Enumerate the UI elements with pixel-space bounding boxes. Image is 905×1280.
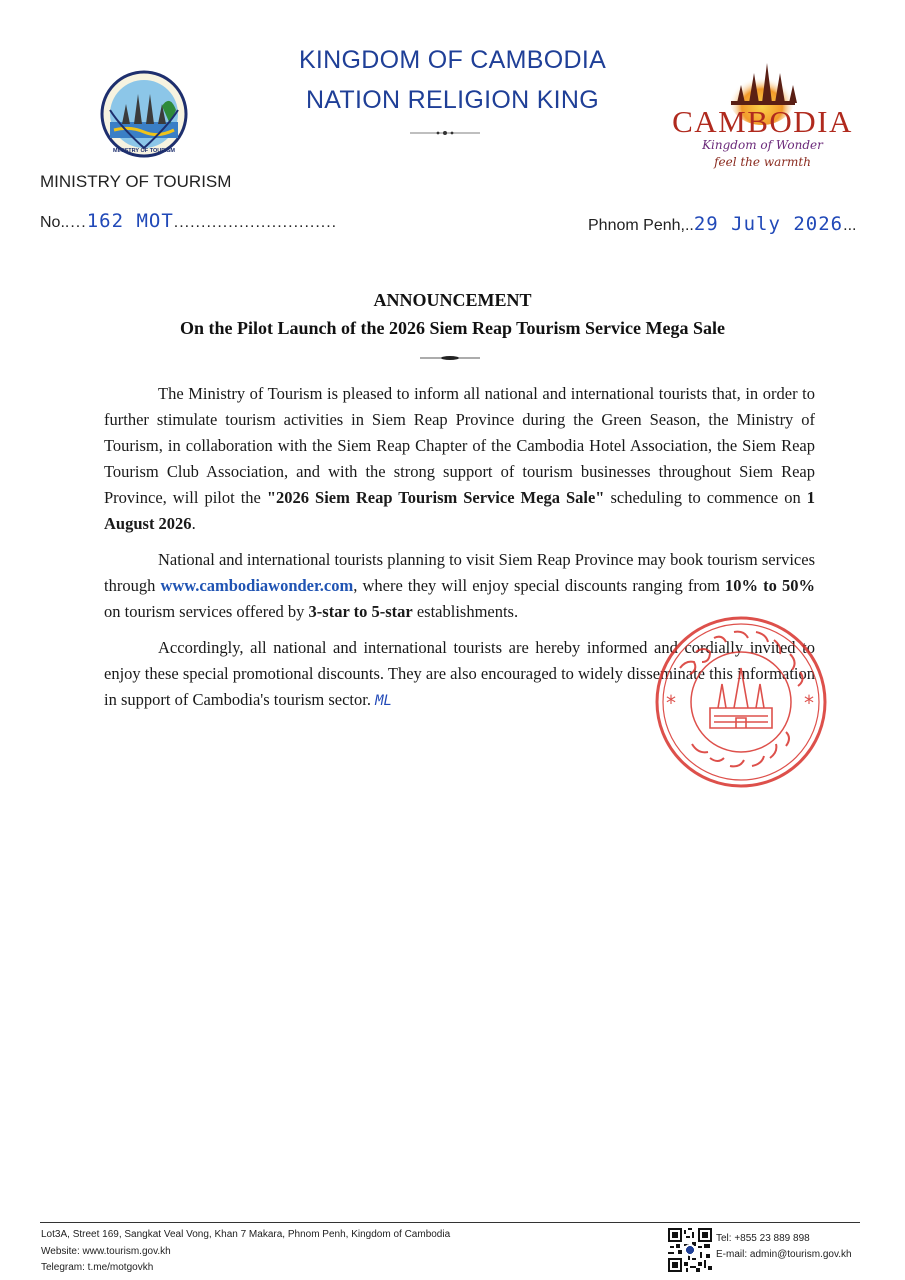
kingdom-title: KINGDOM OF CAMBODIA bbox=[298, 46, 607, 74]
footer-telegram[interactable]: Telegram: t.me/motgovkh bbox=[41, 1262, 154, 1273]
announcement-heading: ANNOUNCEMENT bbox=[373, 290, 532, 310]
paragraph-1: The Ministry of Tourism is pleased to inform all national and international tourists that, in order to further stimulate tourism activities in Siem Reap Province during the Green Season, the Ministry of Tourism, in collaboration with the Siem Reap Chapter of the Cambodia Hotel Association, the Siem Reap Tourism Club Association, and with the strong support of tourism businesses throughout Siem Reap Province, will pilot the "2026 Siem Reap Tourism Service Mega Sale" scheduling to commence on 1 August 2026. bbox=[104, 384, 816, 533]
svg-text:*: * bbox=[666, 691, 676, 715]
brand-name: CAMBODIA bbox=[672, 104, 853, 139]
title-ornament-icon bbox=[420, 355, 480, 361]
ministry-emblem-icon bbox=[100, 70, 188, 158]
footer-email[interactable]: E-mail: admin@tourism.gov.kh bbox=[716, 1249, 852, 1260]
ref-label: No. bbox=[40, 214, 65, 231]
ministry-seal-stamp-icon bbox=[652, 608, 830, 796]
paragraph-2: National and international tourists planning to visit Siem Reap Province may book tourism services through www.cambodiawonder.com, where they will enjoy special discounts ranging from 10% to 50% on tourism services offered by 3-star to 5-star establishments. bbox=[104, 550, 815, 621]
brand-tagline: Kingdom of Wonder bbox=[702, 138, 823, 152]
ministry-name: MINISTRY OF TOURISM bbox=[40, 172, 232, 191]
announcement-subheading: On the Pilot Launch of the 2026 Siem Reap Tourism Service Mega Sale bbox=[180, 318, 725, 338]
qr-code-icon bbox=[668, 1228, 712, 1272]
paragraph-3: Accordingly, all national and international tourists are hereby informed and cordially invited to enjoy these special promotional discounts. They are also encouraged to widely disseminate this information in support of Cambodia's tourism sector. ML bbox=[104, 638, 815, 709]
date-line: Phnom Penh,..29 July 2026... bbox=[588, 213, 857, 235]
ref-number: 162 MOT bbox=[86, 210, 174, 232]
booking-website-link[interactable]: www.cambodiawonder.com bbox=[160, 576, 354, 595]
footer-address: Lot3A, Street 169, Sangkat Veal Vong, Khan 7 Makara, Phnom Penh, Kingdom of Cambodia bbox=[41, 1229, 451, 1240]
svg-text:*: * bbox=[804, 691, 814, 715]
date-place: Phnom Penh, bbox=[588, 217, 685, 234]
ministry-emblem-text: MINISTRY OF TOURISM bbox=[113, 148, 175, 154]
reference-number-line: No.....162 MOT.............................. bbox=[40, 210, 338, 232]
motto: NATION RELIGION KING bbox=[305, 86, 600, 114]
footer-website[interactable]: Website: www.tourism.gov.kh bbox=[41, 1246, 171, 1257]
event-name: "2026 Siem Reap Tourism Service Mega Sale" bbox=[266, 488, 605, 507]
start-date: 1 August 2026 bbox=[104, 488, 816, 533]
star-range: 3-star to 5-star bbox=[308, 602, 413, 621]
footer-divider bbox=[40, 1222, 860, 1223]
date-value: 29 July 2026 bbox=[693, 213, 844, 235]
footer-telephone[interactable]: Tel: +855 23 889 898 bbox=[716, 1233, 810, 1244]
discount-range: 10% to 50% bbox=[725, 576, 815, 595]
header-ornament-icon bbox=[410, 129, 480, 137]
handwritten-initials: ML bbox=[375, 693, 392, 709]
brand-subtagline: feel the warmth bbox=[714, 155, 811, 169]
